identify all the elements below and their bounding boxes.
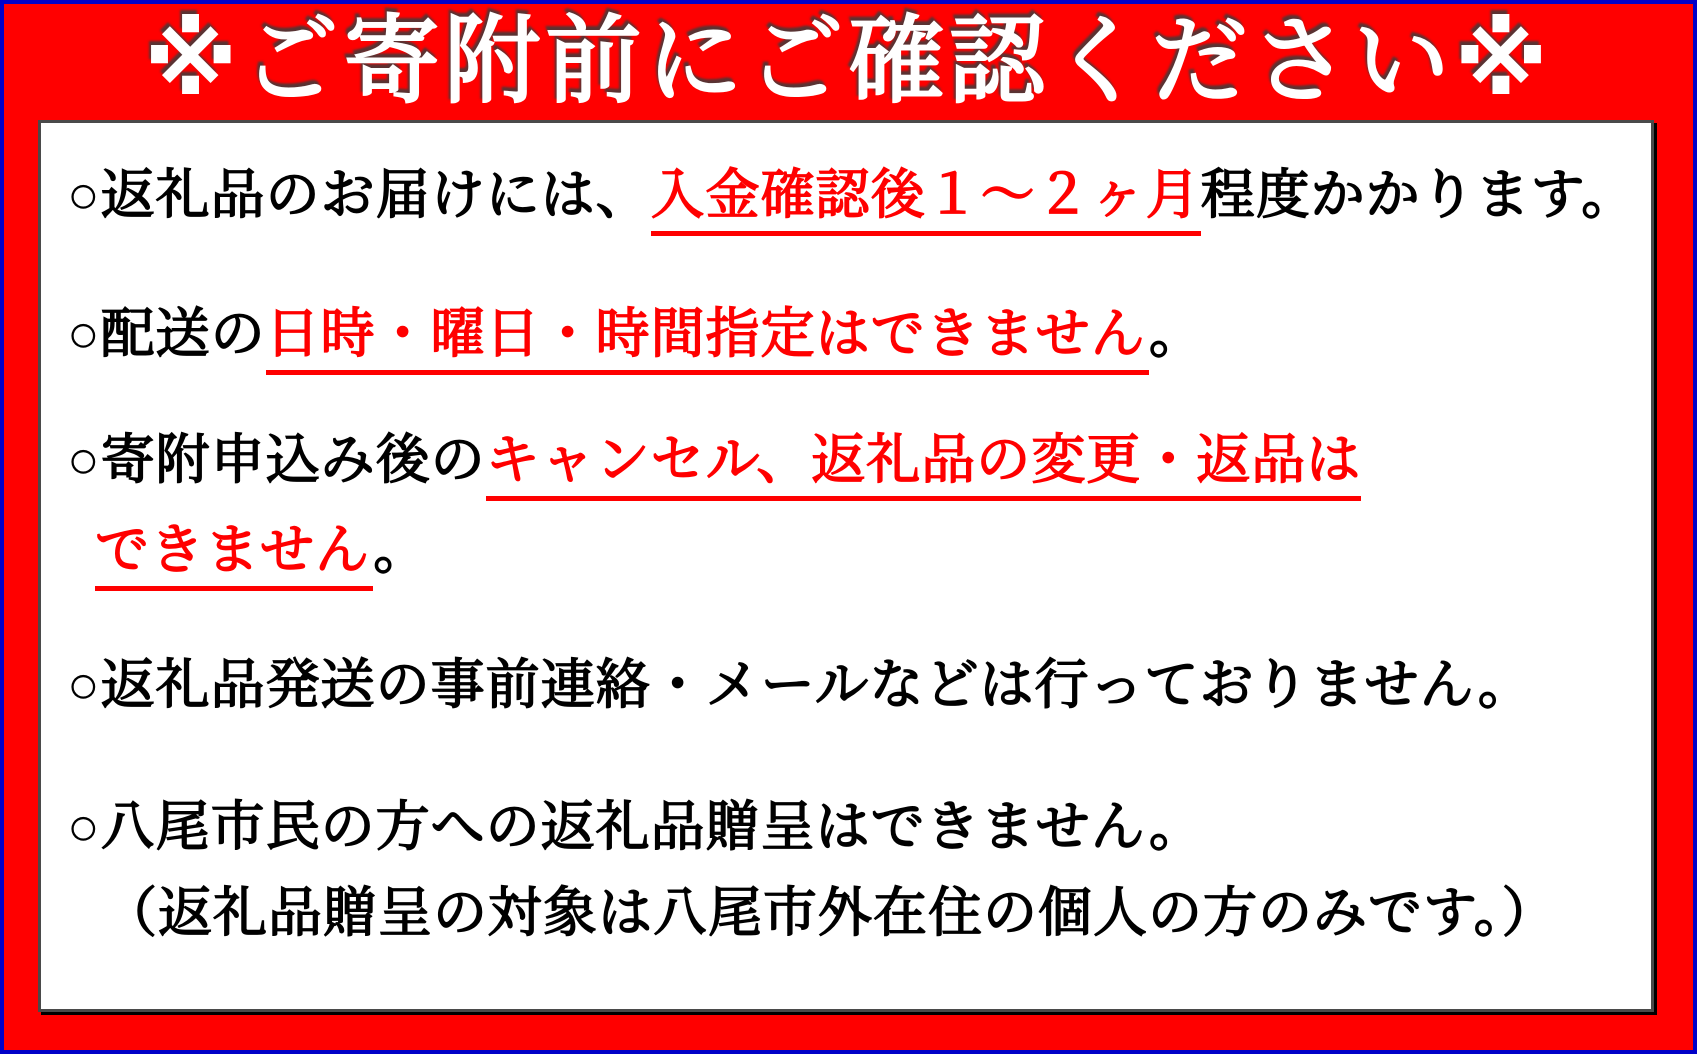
notice-item-delivery-time — [67, 165, 1637, 225]
notice-line — [67, 797, 1629, 857]
notice-line — [67, 304, 1629, 364]
header-band — [4, 4, 1693, 120]
text-segment: 。 — [373, 520, 429, 580]
notice-line — [67, 165, 1637, 225]
text-segment: ○配送の — [67, 304, 266, 364]
text-segment: 。 — [1148, 304, 1204, 364]
notice-line — [103, 883, 1629, 943]
red-underline-segment: キャンセル、返礼品の変更・返品は — [486, 430, 1362, 501]
page-title: ※ご寄附前にご確認ください※ — [144, 8, 1553, 115]
red-underline-segment: 入金確認後１〜２ヶ月 — [651, 165, 1201, 236]
notice-item-no-cancellation — [67, 430, 1629, 580]
text-segment: ○返礼品のお届けには、 — [67, 165, 651, 225]
notice-item-residents-excluded — [67, 797, 1629, 943]
notice-line — [67, 430, 1629, 490]
notice-box — [38, 120, 1654, 1012]
notice-line — [67, 655, 1629, 715]
text-segment: ○返礼品発送の事前連絡・メールなどは行っておりません。 — [67, 655, 1533, 715]
red-underline-segment: 日時・曜日・時間指定はできません — [266, 304, 1149, 375]
text-segment: ○寄附申込み後の — [67, 430, 486, 490]
notice-item-no-date-selection — [67, 304, 1629, 364]
notice-item-no-advance-notice — [67, 655, 1629, 715]
red-underline-segment: できません — [95, 520, 373, 591]
notice-line — [95, 520, 1629, 580]
text-segment: （返礼品贈呈の対象は八尾市外在住の個人の方のみです。） — [103, 883, 1557, 943]
text-segment: ○八尾市民の方への返礼品贈呈はできません。 — [67, 797, 1204, 857]
text-segment: 程度かかります。 — [1200, 165, 1637, 225]
